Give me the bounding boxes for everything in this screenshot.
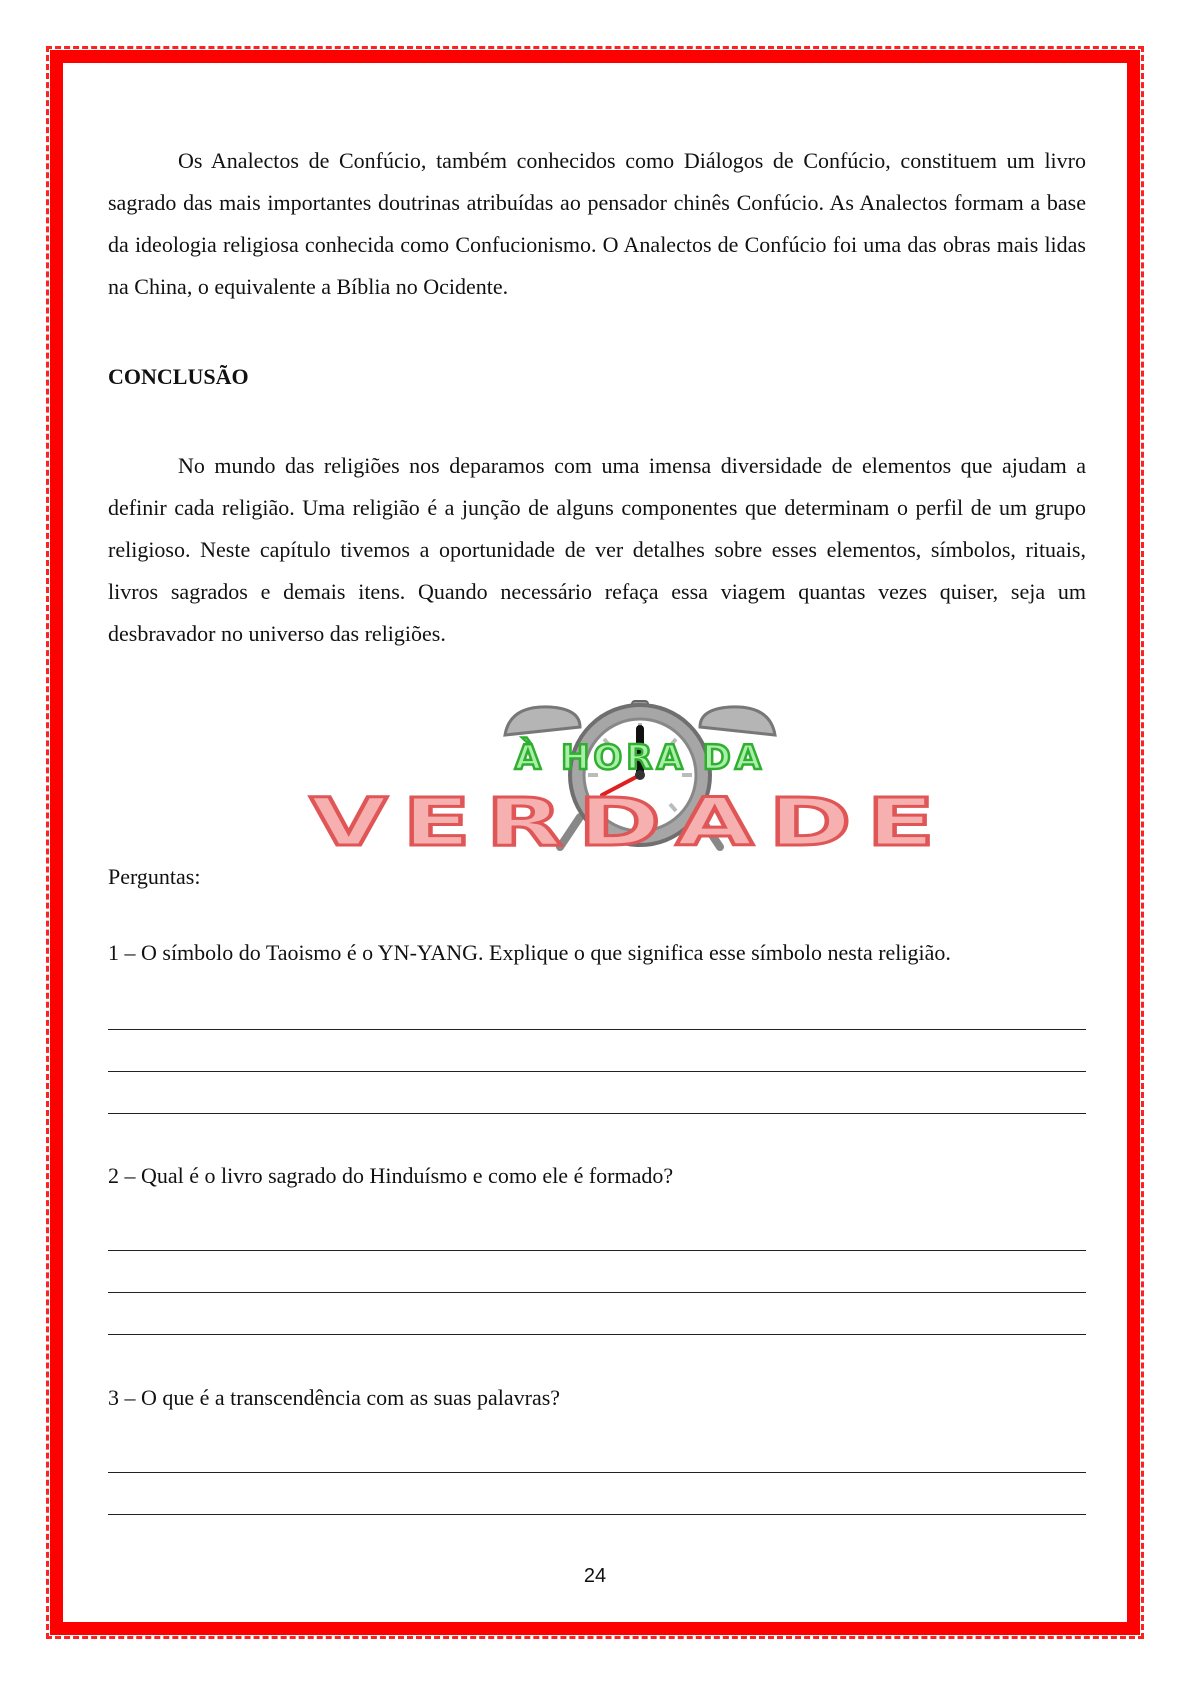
questions-label: Perguntas: [108,864,201,889]
answer-line[interactable] [108,1514,1086,1515]
question-1: 1 – O símbolo do Taoismo é o YN-YANG. Explique o que significa esse símbolo nesta religião. [108,940,951,965]
answer-line[interactable] [108,1292,1086,1293]
intro-section [108,140,1086,308]
logo-bottom-text: VERDADE [310,784,950,852]
question-2: 2 – Qual é o livro sagrado do Hinduísmo e como ele é formado? [108,1163,674,1188]
answer-line[interactable] [108,1250,1086,1251]
page-number: 24 [583,1565,607,1587]
logo-top-text: À HORA DA [514,738,766,778]
conclusion-paragraph: No mundo das religiões nos deparamos com uma imensa diversidade de elementos que ajudam a definir cada religião. Uma religião é a junção de alguns componentes que determinam o perfil de um grupo religioso. Neste capítulo tivemos a oportunidade de ver detalhes sobre esses elementos, símbolos, rituais, livros sagrados e demais itens. Quando necessário refaça essa viagem quantas vezes quiser, seja um desbravador no universo das religiões. [108,453,1086,646]
answer-line[interactable] [108,1071,1086,1072]
conclusion-heading: CONCLUSÃO [108,364,249,389]
answer-line[interactable] [108,1029,1086,1030]
answer-line[interactable] [108,1113,1086,1114]
intro-paragraph: Os Analectos de Confúcio, também conhecidos como Diálogos de Confúcio, constituem um livro sagrado das mais importantes doutrinas atribuídas ao pensador chinês Confúcio. As Analectos formam a base da ideologia religiosa conhecida como Confucionismo. O Analectos de Confúcio foi uma das obras mais lidas na China, o equivalente a Bíblia no Ocidente. [108,148,1086,299]
conclusion-section [108,445,1086,655]
answer-line[interactable] [108,1334,1086,1335]
hora-da-verdade-logo [280,697,980,852]
answer-line[interactable] [108,1472,1086,1473]
question-3: 3 – O que é a transcendência com as suas palavras? [108,1385,561,1410]
